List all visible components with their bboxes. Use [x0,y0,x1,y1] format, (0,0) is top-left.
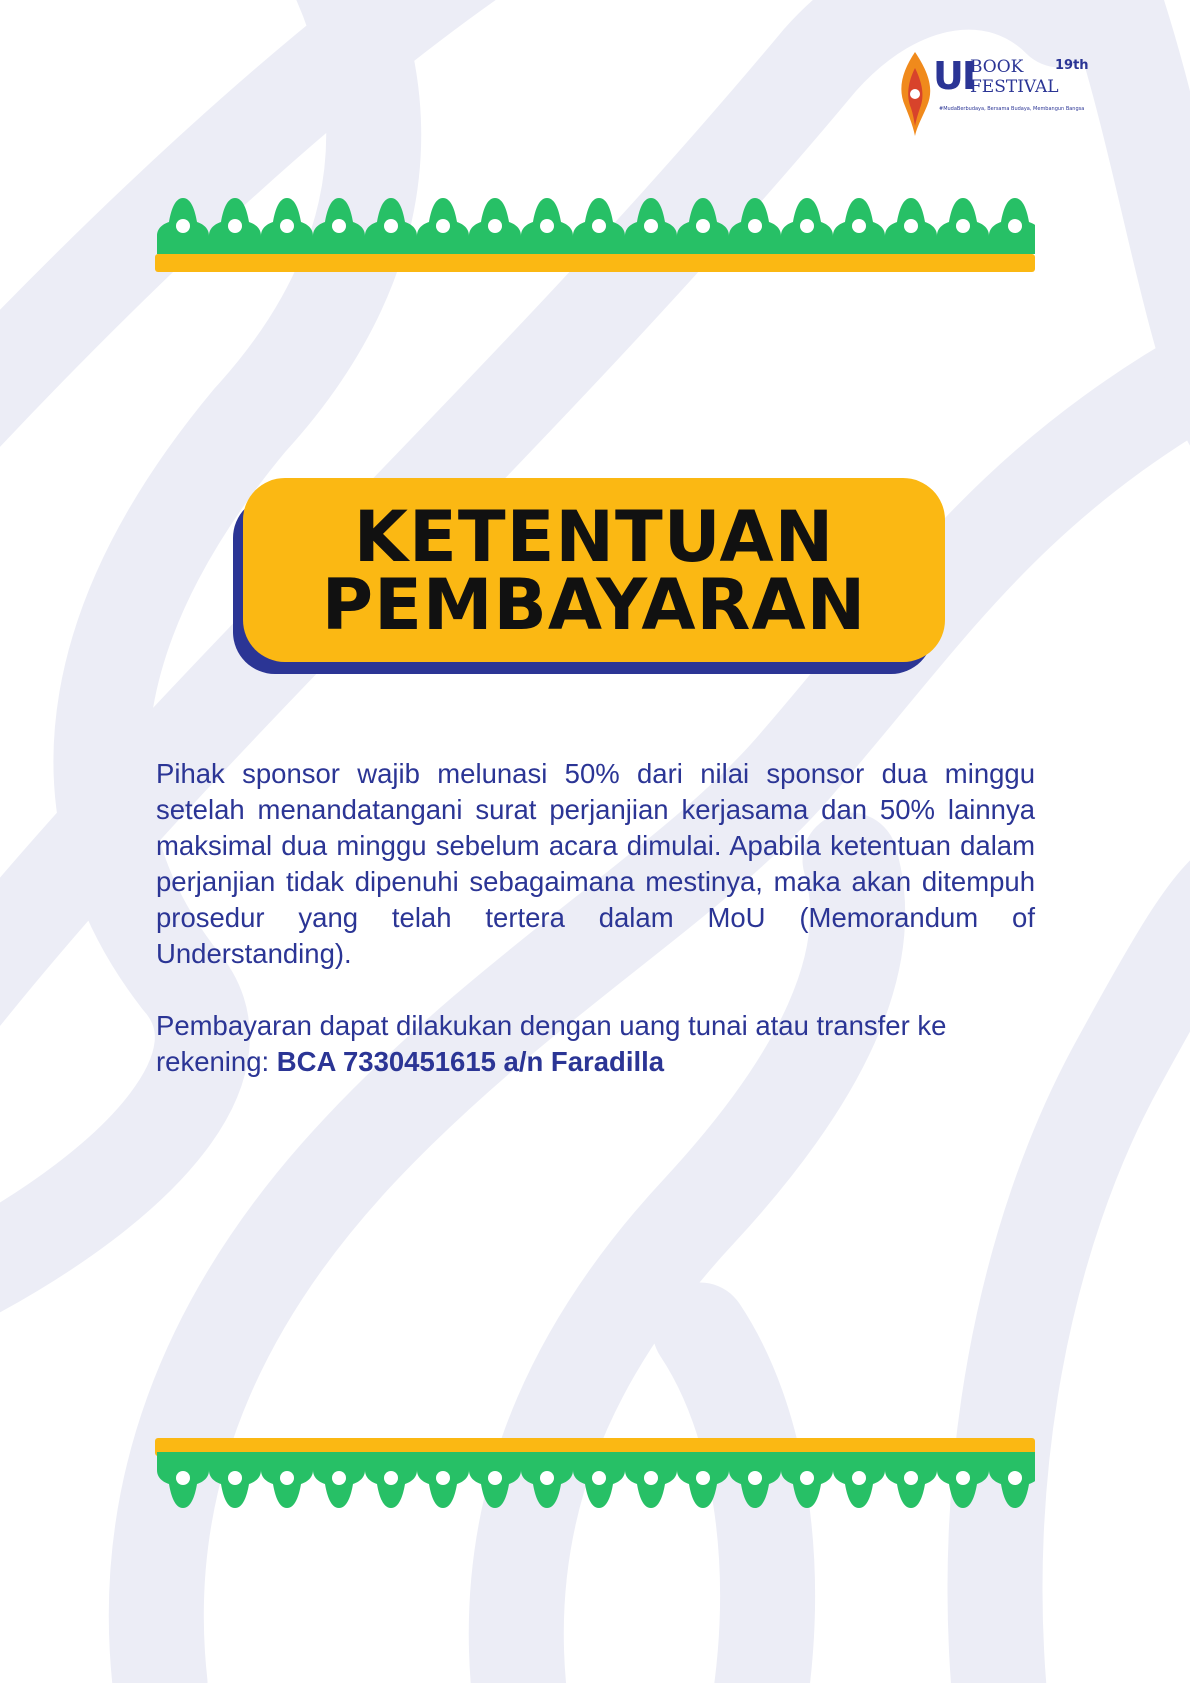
payment-terms-text [156,756,1035,1116]
logo-book-text: BOOK [970,57,1024,77]
title-badge-box [243,478,945,662]
yellow-bar [155,254,1035,272]
title-badge [233,478,945,676]
payment-terms-paragraph: Pihak sponsor wajib melunasi 50% dari nilai sponsor dua minggu setelah menandatangani surat perjanjian kerjasama dan 50% lainnya maksimal dua minggu sebelum acara dimulai. Apabila ketentuan dalam perjanjian tidak dipenuhi sebagaimana mestinya, maka akan ditempuh prosedur yang telah tertera dalam MoU (Memorandum of Understanding). [156,758,1035,969]
top-decorative-border [155,190,1035,280]
bottom-decorative-border [155,1432,1035,1522]
logo-tagline: #MudaBerbudaya, Bersama Budaya, Membangun Bangsa [939,106,1085,112]
payment-method-paragraph [156,1008,1035,1080]
page-title-line-1: KETENTUAN [353,496,835,578]
green-scallop-row [157,1452,1035,1508]
page-title-line-2: PEMBAYARAN [321,564,867,646]
ui-book-festival-logo [895,50,1095,140]
logo-edition-text: 19th [1055,58,1089,73]
payment-method-text: Pembayaran dapat dilakukan dengan uang tunai atau transfer ke rekening: [156,1010,947,1077]
green-scallop-row [157,198,1035,254]
bank-account: BCA 7330451615 a/n Faradilla [276,1046,665,1077]
logo-ui-text: UI [933,54,974,98]
flame-pen-icon [895,50,935,138]
logo-festival-text: FESTIVAL [970,77,1059,97]
